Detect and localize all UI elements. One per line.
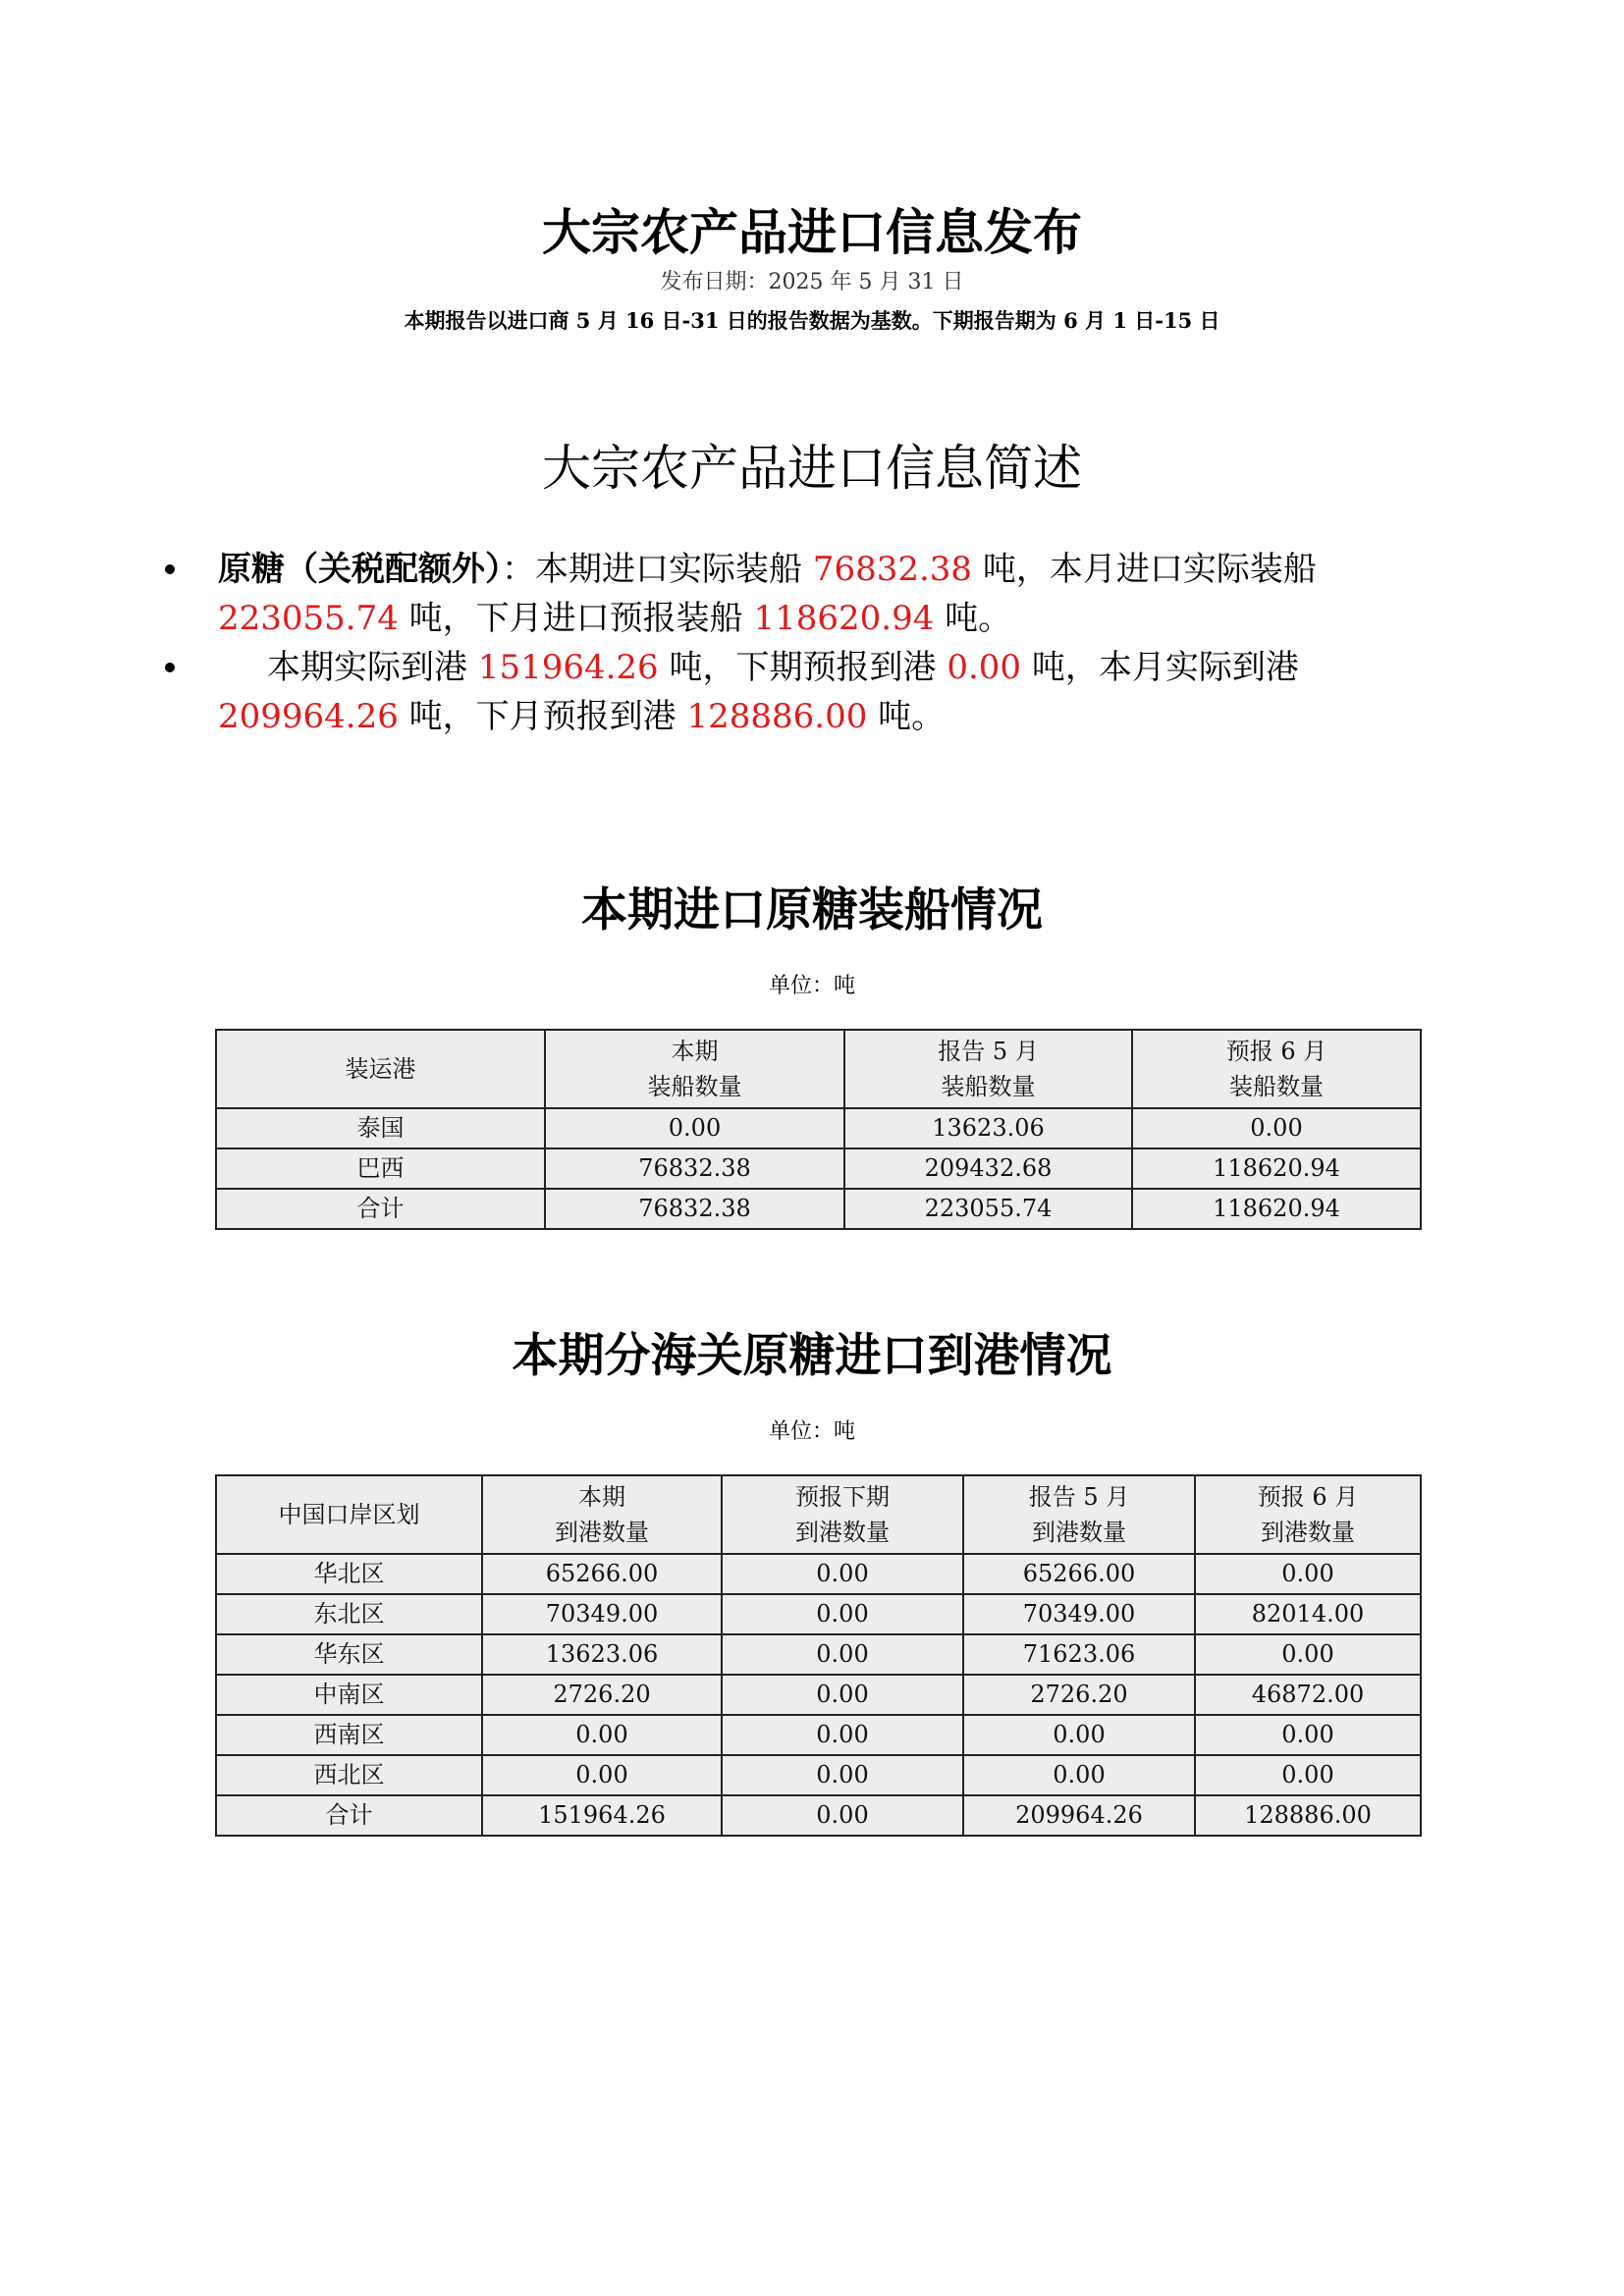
header-line-2: 到港数量	[1032, 1519, 1126, 1546]
table-cell: 巴西	[216, 1148, 545, 1189]
header-line-2: 装船数量	[647, 1073, 742, 1100]
table-cell: 华东区	[216, 1634, 482, 1675]
table-cell: 118620.94	[1132, 1148, 1421, 1189]
summary-value: 76832.38	[812, 550, 973, 589]
header-cell	[1132, 1030, 1421, 1108]
table-cell: 西南区	[216, 1715, 482, 1755]
header-cell	[1195, 1475, 1421, 1554]
table-cell: 46872.00	[1195, 1675, 1421, 1715]
table-cell: 0.00	[722, 1795, 963, 1836]
table-row-total	[216, 1189, 1421, 1229]
header-cell	[216, 1030, 545, 1108]
summary-text: 吨，下月进口预报装船	[398, 599, 754, 638]
summary-text: 吨，下月预报到港	[398, 697, 687, 736]
summary-text: 本期实际到港	[267, 648, 478, 687]
table-cell: 西北区	[216, 1755, 482, 1795]
header-cell	[545, 1030, 844, 1108]
table-cell: 76832.38	[545, 1148, 844, 1189]
summary-text: 吨。	[867, 697, 946, 736]
header-line-1: 中国口岸区划	[278, 1501, 420, 1528]
table-cell: 13623.06	[482, 1634, 722, 1675]
header-line-1: 预报下期	[795, 1483, 890, 1511]
table-cell: 70349.00	[482, 1594, 722, 1634]
report-basis-note: 本期报告以进口商 5 月 16 日-31 日的报告数据为基数。下期报告期为 6 月 1 日-15 日	[404, 308, 1220, 333]
summary-text: 吨。	[934, 599, 1012, 638]
summary-value: 128886.00	[686, 697, 868, 736]
header-line-1: 报告 5 月	[1028, 1483, 1130, 1511]
page-title: 大宗农产品进口信息发布	[542, 203, 1082, 261]
table-cell: 128886.00	[1195, 1795, 1421, 1836]
table-cell: 0.00	[1132, 1108, 1421, 1148]
table-cell: 76832.38	[545, 1189, 844, 1229]
table-cell: 13623.06	[844, 1108, 1132, 1148]
header-line-2: 装船数量	[941, 1073, 1036, 1100]
table-cell: 118620.94	[1132, 1189, 1421, 1229]
summary-value: 118620.94	[753, 599, 935, 638]
table-cell: 65266.00	[963, 1554, 1195, 1594]
summary-value: 223055.74	[218, 599, 399, 638]
header-line-2: 装船数量	[1229, 1073, 1324, 1100]
header-cell	[722, 1475, 963, 1554]
table-cell: 0.00	[963, 1715, 1195, 1755]
header-line-1: 报告 5 月	[938, 1038, 1039, 1065]
table-cell: 中南区	[216, 1675, 482, 1715]
table-cell: 东北区	[216, 1594, 482, 1634]
table-cell: 209964.26	[963, 1795, 1195, 1836]
arrival-section-title: 本期分海关原糖进口到港情况	[512, 1329, 1112, 1383]
table-cell: 82014.00	[1195, 1594, 1421, 1634]
product-name: 原糖（关税配额外）	[218, 550, 502, 589]
summary-value: 151964.26	[477, 648, 659, 687]
arrival-unit-label: 单位：吨	[768, 1419, 855, 1444]
table-row	[216, 1755, 1421, 1795]
table-cell: 0.00	[545, 1108, 844, 1148]
header-line-2: 到港数量	[1261, 1519, 1355, 1546]
table-cell: 0.00	[1195, 1554, 1421, 1594]
table-cell: 209432.68	[844, 1148, 1132, 1189]
summary-text: 吨，下期预报到港	[658, 648, 947, 687]
table-cell: 70349.00	[963, 1594, 1195, 1634]
table-cell: 151964.26	[482, 1795, 722, 1836]
header-cell	[963, 1475, 1195, 1554]
header-line-1: 预报 6 月	[1225, 1038, 1327, 1065]
header-cell	[482, 1475, 722, 1554]
header-line-2: 到港数量	[555, 1519, 649, 1546]
table-cell: 71623.06	[963, 1634, 1195, 1675]
table-header-row	[216, 1030, 1421, 1108]
table-cell: 泰国	[216, 1108, 545, 1148]
table-row-total	[216, 1795, 1421, 1836]
table-row	[216, 1675, 1421, 1715]
table-cell: 0.00	[1195, 1715, 1421, 1755]
summary-text: 吨，本月实际到港	[1021, 648, 1299, 687]
arrival-table	[215, 1474, 1422, 1837]
header-line-2: 到港数量	[795, 1519, 890, 1546]
summary-text: 吨，本月进口实际装船	[972, 550, 1317, 589]
table-header-row	[216, 1475, 1421, 1554]
header-line-1: 本期	[578, 1483, 625, 1511]
summary-title: 大宗农产品进口信息简述	[542, 440, 1082, 497]
table-cell: 0.00	[963, 1755, 1195, 1795]
header-cell	[844, 1030, 1132, 1108]
summary-item-sugar-arrival	[157, 643, 1434, 741]
summary-list	[157, 545, 1434, 741]
table-cell: 2726.20	[963, 1675, 1195, 1715]
table-cell: 0.00	[722, 1594, 963, 1634]
bullet-dot-icon	[165, 564, 175, 574]
table-cell: 0.00	[722, 1675, 963, 1715]
header-line-1: 预报 6 月	[1257, 1483, 1359, 1511]
header-line-1: 本期	[671, 1038, 719, 1065]
table-cell: 0.00	[722, 1715, 963, 1755]
table-cell: 0.00	[722, 1755, 963, 1795]
table-cell: 2726.20	[482, 1675, 722, 1715]
publish-date: 发布日期：2025 年 5 月 31 日	[660, 270, 964, 294]
table-cell: 0.00	[482, 1715, 722, 1755]
table-row	[216, 1554, 1421, 1594]
bullet-dot-icon	[165, 663, 175, 672]
header-cell	[216, 1475, 482, 1554]
table-cell: 65266.00	[482, 1554, 722, 1594]
table-cell: 0.00	[722, 1634, 963, 1675]
summary-value: 0.00	[947, 648, 1022, 687]
table-cell: 合计	[216, 1189, 545, 1229]
header-line-1: 装运港	[345, 1055, 416, 1083]
shipping-section-title: 本期进口原糖装船情况	[581, 883, 1043, 937]
table-cell: 0.00	[722, 1554, 963, 1594]
summary-value: 209964.26	[218, 697, 399, 736]
shipping-table	[215, 1029, 1422, 1230]
table-cell: 0.00	[1195, 1634, 1421, 1675]
table-row	[216, 1108, 1421, 1148]
summary-text: ：本期进口实际装船	[502, 550, 813, 589]
table-row	[216, 1148, 1421, 1189]
shipping-unit-label: 单位：吨	[768, 974, 855, 998]
table-cell: 0.00	[482, 1755, 722, 1795]
summary-item-sugar-shipping	[157, 545, 1434, 643]
table-cell: 0.00	[1195, 1755, 1421, 1795]
table-cell: 223055.74	[844, 1189, 1132, 1229]
table-row	[216, 1715, 1421, 1755]
table-row	[216, 1634, 1421, 1675]
table-cell: 合计	[216, 1795, 482, 1836]
table-cell: 华北区	[216, 1554, 482, 1594]
table-row	[216, 1594, 1421, 1634]
